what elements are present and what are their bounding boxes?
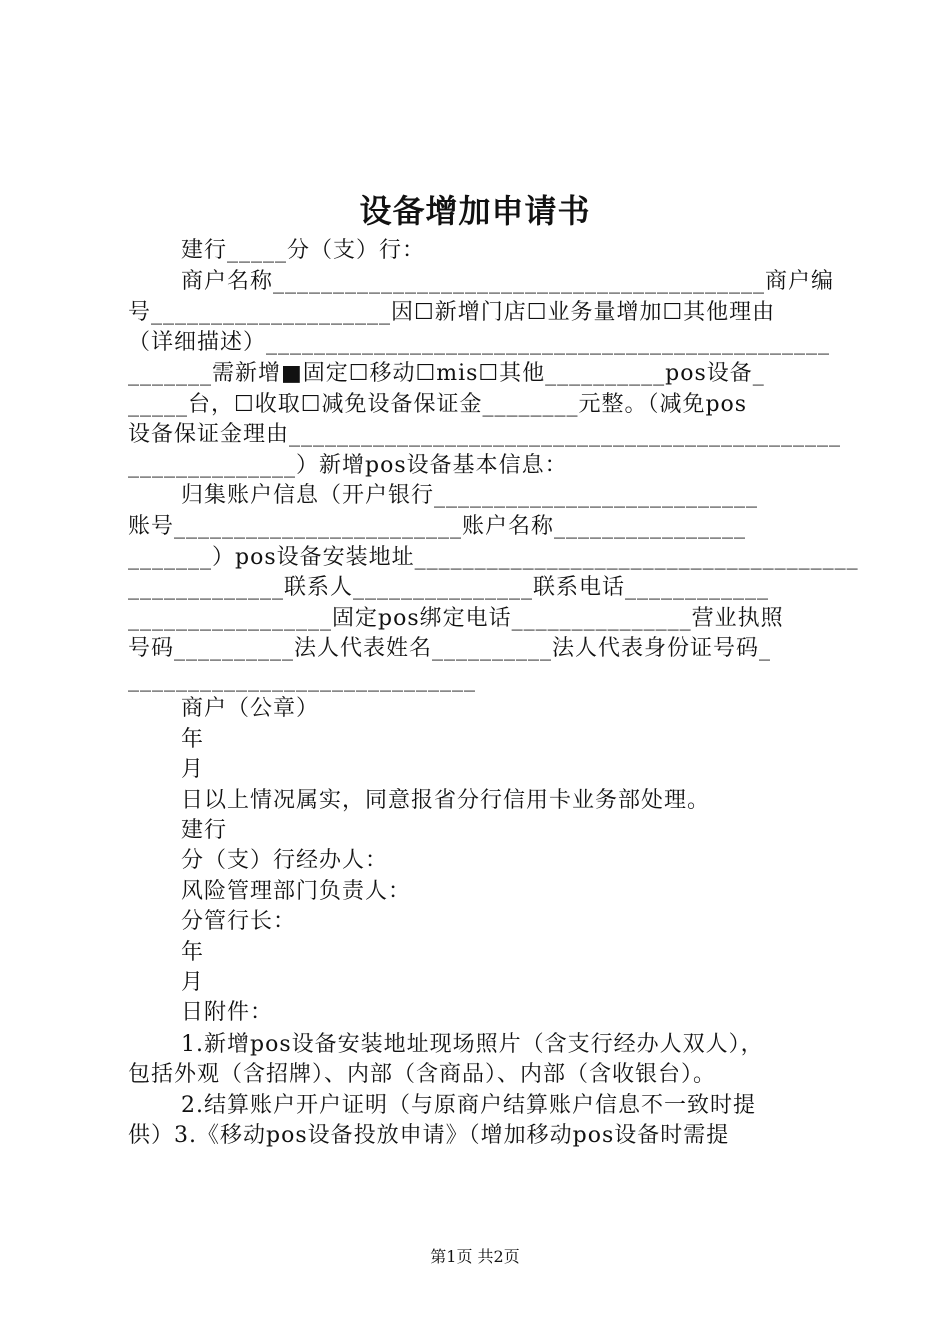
text-line: 建行_____分（支）行： (181, 238, 426, 263)
text-line: _______）pos设备安装地址_____________________________________ (128, 545, 859, 570)
text-line: 月 (181, 970, 205, 995)
text-line: 分管行长： (181, 909, 297, 934)
text-line: 供）3.《移动pos设备投放申请》（增加移动pos设备时需提 (128, 1123, 730, 1148)
text-line: 2.结算账户开户证明（与原商户结算账户信息不一致时提 (181, 1093, 756, 1118)
text-line: _________________固定pos绑定电话_______________营业执照 (128, 606, 784, 631)
text-line: _______需新增■固定☐移动☐mis☐其他__________pos设备_ (128, 361, 765, 386)
text-line: 号____________________因☐新增门店☐业务量增加☐其他理由 (128, 300, 776, 325)
text-line: 建行 (181, 818, 228, 843)
text-line: 年 (181, 940, 205, 965)
text-line: ______________）新增pos设备基本信息： (128, 453, 568, 478)
page-footer: 第1页 共2页 (430, 1247, 520, 1266)
text-line: 分（支）行经办人： (181, 848, 389, 873)
text-line: 商户（公章） (181, 696, 320, 721)
text-line: 日以上情况属实，同意报省分行信用卡业务部处理。 (181, 788, 711, 813)
text-line: 设备保证金理由______________________________________________ (128, 422, 842, 447)
text-line: （详细描述）_______________________________________________ (128, 330, 831, 355)
text-line: _____________联系人_______________联系电话____________ (128, 575, 770, 600)
text-line: 包括外观（含招牌）、内部（含商品）、内部（含收银台）。 (128, 1062, 717, 1087)
text-line: 账号________________________账户名称________________ (128, 514, 747, 539)
text-line: 月 (181, 757, 205, 782)
text-line: 日附件： (181, 1000, 274, 1025)
text-line: 归集账户信息（开户银行___________________________ (181, 483, 759, 508)
text-line: 商户名称_________________________________________商户编 (181, 269, 835, 294)
text-line: 1.新增pos设备安装地址现场照片（含支行经办人双人）， (181, 1032, 764, 1057)
text-line: _____台，☐收取☐减免设备保证金________元整。（减免pos (128, 392, 748, 417)
text-line: 号码__________法人代表姓名__________法人代表身份证号码_ (128, 636, 772, 661)
text-line: 年 (181, 727, 205, 752)
document-title: 设备增加申请书 (359, 192, 591, 230)
text-line: _____________________________ (128, 667, 476, 692)
text-line: 风险管理部门负责人： (181, 879, 412, 904)
